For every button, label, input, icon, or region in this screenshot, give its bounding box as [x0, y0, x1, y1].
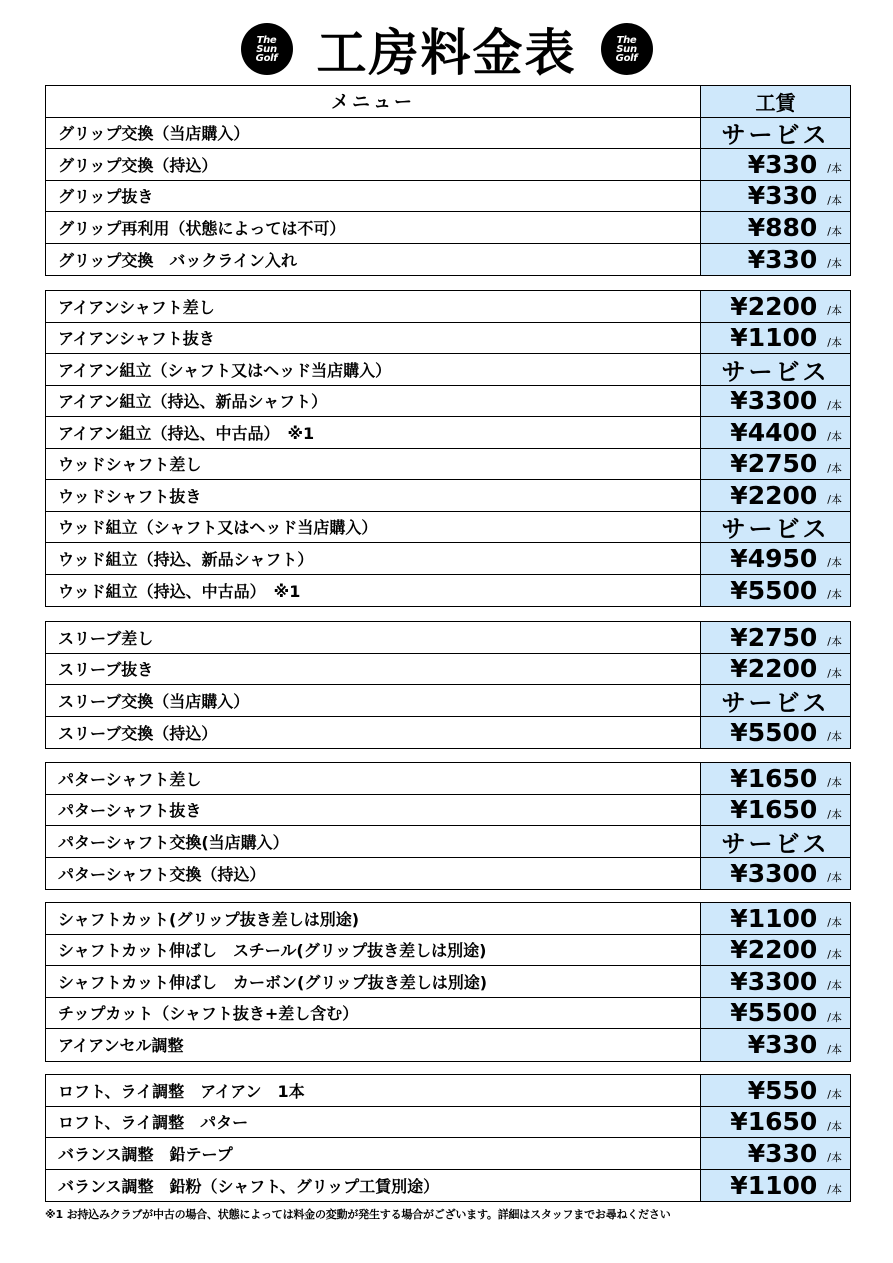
menu-item-name: アイアンシャフト差し	[46, 291, 701, 322]
table-row	[46, 654, 850, 686]
price-unit: /本	[827, 947, 842, 961]
menu-item-price	[701, 480, 850, 511]
table-row	[46, 323, 850, 355]
price-value: ¥2200	[730, 654, 818, 684]
menu-item-price	[701, 717, 850, 749]
price-value: ¥2200	[730, 291, 818, 321]
table-row	[46, 291, 850, 323]
price-value: ¥1100	[730, 903, 818, 933]
logo-right	[601, 23, 653, 75]
logo-line: Golf	[615, 52, 638, 64]
price-unit: /本	[827, 635, 842, 649]
service-label: サービス	[721, 357, 830, 386]
price-value: ¥550	[747, 1075, 818, 1105]
menu-item-price	[701, 149, 850, 180]
price-unit: /本	[827, 335, 842, 349]
price-group	[45, 762, 851, 890]
menu-item-price	[701, 935, 850, 966]
menu-item-price	[701, 966, 850, 997]
table-row	[46, 212, 850, 244]
page-title: 工房料金表	[316, 24, 577, 82]
menu-item-name: グリップ再利用（状態によっては不可）	[46, 212, 701, 243]
menu-item-price	[701, 512, 850, 543]
menu-item-name: スリーブ交換（当店購入）	[46, 685, 701, 716]
price-value: ¥4950	[730, 543, 818, 573]
menu-item-name: グリップ抜き	[46, 181, 701, 212]
price-unit: /本	[827, 398, 842, 412]
menu-item-price	[701, 998, 850, 1029]
table-header-row	[46, 86, 850, 118]
menu-item-price	[701, 291, 850, 322]
price-unit: /本	[827, 807, 842, 821]
service-label: サービス	[721, 829, 830, 858]
menu-item-name: アイアンシャフト抜き	[46, 323, 701, 354]
price-group	[45, 621, 851, 749]
table-row	[46, 575, 850, 607]
price-value: ¥5500	[730, 717, 818, 747]
price-unit: /本	[827, 461, 842, 475]
price-value: ¥5500	[730, 575, 818, 605]
menu-item-name: スリーブ交換（持込）	[46, 717, 701, 749]
menu-item-name: ウッドシャフト差し	[46, 449, 701, 480]
menu-item-price	[701, 622, 850, 653]
menu-item-price	[701, 212, 850, 243]
logo-line: Sun	[256, 43, 277, 55]
service-label: サービス	[721, 515, 830, 544]
table-row	[46, 763, 850, 795]
table-row	[46, 543, 850, 575]
menu-item-price	[701, 386, 850, 417]
price-unit: /本	[827, 257, 842, 271]
price-unit: /本	[827, 162, 842, 176]
price-value: ¥330	[747, 244, 818, 274]
menu-item-name: スリーブ抜き	[46, 654, 701, 685]
menu-item-name: ウッド組立（シャフト又はヘッド当店購入）	[46, 512, 701, 543]
price-value: ¥5500	[730, 998, 818, 1028]
price-unit: /本	[827, 1151, 842, 1165]
menu-item-price	[701, 118, 850, 149]
price-unit: /本	[827, 556, 842, 570]
menu-item-price	[701, 1029, 850, 1061]
price-value: ¥1650	[730, 763, 818, 793]
menu-item-price	[701, 449, 850, 480]
price-value: ¥3300	[730, 858, 818, 888]
price-value: ¥330	[747, 149, 818, 179]
logo-line: The	[616, 34, 637, 46]
table-row	[46, 417, 850, 449]
menu-item-name: シャフトカット(グリップ抜き差しは別途)	[46, 903, 701, 934]
menu-item-price	[701, 1138, 850, 1169]
logo-line: The	[256, 34, 277, 46]
menu-item-price	[701, 575, 850, 607]
menu-item-name: アイアンセル調整	[46, 1029, 701, 1061]
menu-item-price	[701, 654, 850, 685]
menu-item-name: グリップ交換（持込）	[46, 149, 701, 180]
logo-line: Sun	[616, 43, 637, 55]
price-group	[45, 1074, 851, 1202]
menu-item-price	[701, 903, 850, 934]
menu-item-name: ウッド組立（持込、新品シャフト）	[46, 543, 701, 574]
price-unit: /本	[827, 1010, 842, 1024]
price-unit: /本	[827, 304, 842, 318]
price-unit: /本	[827, 1088, 842, 1102]
table-row	[46, 1170, 850, 1202]
table-row	[46, 512, 850, 544]
price-unit: /本	[827, 776, 842, 790]
menu-item-price	[701, 826, 850, 857]
price-group	[45, 290, 851, 607]
menu-item-name: チップカット（シャフト抜き+差し含む）	[46, 998, 701, 1029]
price-value: ¥1100	[730, 1170, 818, 1200]
menu-item-name: パターシャフト交換（持込）	[46, 858, 701, 890]
logo-left	[241, 23, 293, 75]
menu-item-name: バランス調整 鉛粉（シャフト、グリップ工賃別途）	[46, 1170, 701, 1202]
table-row	[46, 826, 850, 858]
price-unit: /本	[827, 225, 842, 239]
price-value: ¥2200	[730, 480, 818, 510]
menu-item-name: アイアン組立（持込、新品シャフト）	[46, 386, 701, 417]
table-row	[46, 685, 850, 717]
price-unit: /本	[827, 979, 842, 993]
price-value: ¥3300	[730, 386, 818, 416]
price-value: ¥1100	[730, 323, 818, 353]
table-row	[46, 1075, 850, 1107]
price-value: ¥1650	[730, 1107, 818, 1137]
menu-item-name: ウッドシャフト抜き	[46, 480, 701, 511]
price-unit: /本	[827, 1119, 842, 1133]
table-row	[46, 149, 850, 181]
menu-item-name: ロフト、ライ調整 パター	[46, 1107, 701, 1138]
table-row	[46, 1029, 850, 1061]
price-unit: /本	[827, 193, 842, 207]
table-row	[46, 858, 850, 890]
price-value: ¥2750	[730, 622, 818, 652]
table-row	[46, 386, 850, 418]
price-value: ¥2200	[730, 935, 818, 965]
menu-item-price	[701, 323, 850, 354]
menu-item-name: アイアン組立（持込、中古品） ※1	[46, 417, 701, 448]
menu-item-name: スリーブ差し	[46, 622, 701, 653]
menu-item-name: ロフト、ライ調整 アイアン 1本	[46, 1075, 701, 1106]
price-unit: /本	[827, 430, 842, 444]
price-group	[45, 85, 851, 276]
menu-item-name: パターシャフト差し	[46, 763, 701, 794]
table-row	[46, 1107, 850, 1139]
price-unit: /本	[827, 871, 842, 885]
table-row	[46, 795, 850, 827]
price-value: ¥330	[747, 181, 818, 211]
price-value: ¥330	[747, 1138, 818, 1168]
menu-item-price	[701, 181, 850, 212]
menu-item-price	[701, 763, 850, 794]
table-row	[46, 935, 850, 967]
price-unit: /本	[827, 1042, 842, 1056]
price-unit: /本	[827, 493, 842, 507]
price-unit: /本	[827, 666, 842, 680]
price-unit: /本	[827, 588, 842, 602]
table-row	[46, 966, 850, 998]
price-value: ¥1650	[730, 795, 818, 825]
table-row	[46, 903, 850, 935]
menu-item-name: アイアン組立（シャフト又はヘッド当店購入）	[46, 354, 701, 385]
table-row	[46, 449, 850, 481]
table-row	[46, 622, 850, 654]
header-menu: メニュー	[46, 86, 701, 117]
menu-item-price	[701, 354, 850, 385]
menu-item-price	[701, 795, 850, 826]
menu-item-name: シャフトカット伸ばし スチール(グリップ抜き差しは別途)	[46, 935, 701, 966]
price-value: ¥330	[747, 1030, 818, 1060]
price-value: ¥2750	[730, 449, 818, 479]
price-unit: /本	[827, 730, 842, 744]
table-row	[46, 181, 850, 213]
price-group	[45, 902, 851, 1062]
service-label: サービス	[721, 121, 830, 150]
table-row	[46, 480, 850, 512]
table-row	[46, 1138, 850, 1170]
menu-item-name: グリップ交換（当店購入）	[46, 118, 701, 149]
price-value: ¥3300	[730, 966, 818, 996]
table-row	[46, 717, 850, 749]
menu-item-price	[701, 685, 850, 716]
menu-item-price	[701, 1107, 850, 1138]
menu-item-price	[701, 417, 850, 448]
price-unit: /本	[827, 916, 842, 930]
table-row	[46, 998, 850, 1030]
table-row	[46, 354, 850, 386]
service-label: サービス	[721, 688, 830, 717]
price-value: ¥880	[747, 212, 818, 242]
footnote: ※1 お持込みクラブが中古の場合、状態によっては料金の変動が発生する場合がございます。詳細はスタッフまでお尋ねください	[45, 1208, 671, 1221]
table-row	[46, 244, 850, 276]
menu-item-price	[701, 1170, 850, 1202]
menu-item-price	[701, 1075, 850, 1106]
menu-item-name: グリップ交換 バックライン入れ	[46, 244, 701, 276]
page-header	[0, 14, 893, 84]
price-value: ¥4400	[730, 417, 818, 447]
menu-item-name: パターシャフト交換(当店購入）	[46, 826, 701, 857]
menu-item-price	[701, 858, 850, 890]
menu-item-name: パターシャフト抜き	[46, 795, 701, 826]
menu-item-price	[701, 543, 850, 574]
menu-item-name: バランス調整 鉛テープ	[46, 1138, 701, 1169]
header-price: 工賃	[701, 86, 850, 117]
menu-item-name: シャフトカット伸ばし カーボン(グリップ抜き差しは別途)	[46, 966, 701, 997]
table-row	[46, 118, 850, 150]
menu-item-name: ウッド組立（持込、中古品） ※1	[46, 575, 701, 607]
price-unit: /本	[827, 1183, 842, 1197]
logo-line: Golf	[255, 52, 278, 64]
menu-item-price	[701, 244, 850, 276]
